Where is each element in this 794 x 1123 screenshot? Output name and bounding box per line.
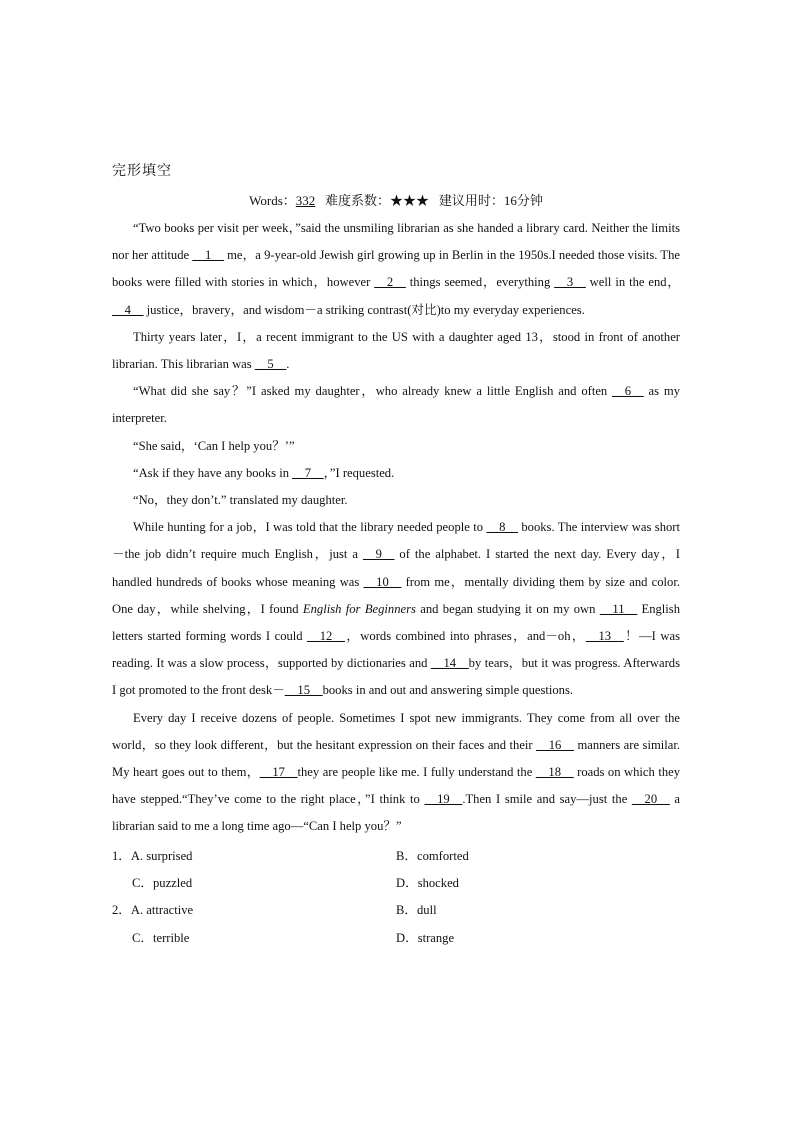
- passage-text: “What did she say？”I asked my daughter，who already knew a little English and often: [133, 384, 613, 399]
- option-left: C．puzzled: [132, 875, 193, 890]
- passage-text: they are people like me. I fully understand the: [297, 765, 536, 780]
- passage-paragraph: [112, 460, 680, 487]
- passage-paragraph: [112, 215, 680, 324]
- passage-text: and began studying it on my own: [415, 601, 600, 616]
- passage-text: a librarian said to me a long time ago—“Can I help you？”: [112, 792, 680, 834]
- passage-text: justice，bravery，and wisdom－a striking contrast(对比)to my everyday experiences.: [143, 302, 585, 317]
- answer-options: [112, 843, 680, 952]
- cloze-blank: __4__: [112, 302, 144, 317]
- words-label: Words：: [249, 193, 296, 208]
- passage-paragraph: [112, 514, 680, 704]
- difficulty-rating: 难度系数：★★★: [325, 193, 430, 208]
- passage-text: “Two books per visit per week，”said the unsmiling librarian as she handed a library card. Neither the limits nor her attitude: [112, 221, 680, 263]
- passage-text: ，”I requested.: [323, 465, 395, 480]
- option-row: [112, 897, 680, 924]
- passage-text: Thirty years later，I，a recent immigrant to the US with a daughter aged 13，stood in front of another librarian. This librarian was: [112, 329, 680, 372]
- passage-text: things seemed，everything: [405, 275, 555, 290]
- passage-text: English letters started forming words I could: [112, 601, 680, 644]
- passage-text: from me，mentally dividing them by size and color. One day，while shelving，I found: [112, 574, 680, 616]
- cloze-blank: __2__: [374, 275, 406, 290]
- cloze-blank: __9__: [362, 547, 395, 562]
- option-right: B．dull: [396, 903, 437, 918]
- option-left: C．terrible: [132, 930, 190, 945]
- option-row: [112, 925, 680, 952]
- option-row: [112, 870, 680, 897]
- option-right: D．shocked: [396, 875, 459, 890]
- passage-text: me，a 9-year-old Jewish girl growing up in Berlin in the 1950s.I needed those visits. The books were filled with stories in which，however: [112, 248, 680, 290]
- cloze-blank: __3__: [554, 275, 586, 290]
- cloze-blank: __1__: [192, 248, 224, 263]
- option-right: D．strange: [396, 930, 455, 945]
- passage-text: well in the end，: [585, 275, 680, 290]
- passage-text: Every day I receive dozens of people. Sometimes I spot new immigrants. They come from all over the world，so they look different，but the hesitant expression on their faces and their: [112, 710, 680, 752]
- passage-paragraph: [112, 433, 680, 460]
- cloze-blank: __15__: [284, 683, 323, 698]
- book-title: English for Beginners: [302, 601, 416, 616]
- cloze-blank: __19__: [424, 792, 463, 807]
- article-meta: [112, 190, 680, 209]
- passage-text: ，words combined into phrases，and－oh，: [344, 629, 586, 644]
- passage-text: roads on which they have stepped.“They’ve come to the right place，”I think to: [112, 765, 681, 807]
- cloze-blank: __17__: [259, 765, 298, 780]
- section-title: 完形填空: [112, 164, 172, 179]
- passage-paragraph: [112, 378, 680, 432]
- word-count: 332: [295, 193, 316, 208]
- passage-text: ！—I was reading. It was a slow process，supported by dictionaries and: [112, 629, 680, 671]
- cloze-document: [112, 160, 680, 952]
- option-right: B．comforted: [396, 848, 469, 863]
- cloze-blank: __10__: [363, 574, 402, 589]
- cloze-blank: __20__: [631, 792, 670, 807]
- passage-text: of the alphabet. I started the next day. Every day，I handled hundreds of books whose meaning was: [112, 547, 680, 589]
- cloze-blank: __13__: [585, 629, 624, 644]
- option-row: [112, 843, 680, 870]
- passage-text: by tears，but it was progress. Afterwards I got promoted to the front desk－: [112, 656, 680, 698]
- passage-text: .Then I smile and say—just the: [462, 792, 632, 807]
- cloze-blank: __16__: [536, 737, 574, 752]
- passage-paragraph: [112, 487, 680, 514]
- cloze-blank: __18__: [535, 765, 574, 780]
- passage-text: .: [286, 357, 290, 372]
- cloze-blank: __6__: [612, 384, 644, 399]
- cloze-blank: __8__: [486, 520, 518, 535]
- option-left: 2．A. attractive: [112, 903, 194, 918]
- passage-text: books in and out and answering simple questions.: [322, 683, 574, 698]
- suggested-time: 建议用时：16分钟: [438, 193, 543, 208]
- passage-text: books. The interview was short－the job didn’t require much English，just a: [112, 520, 680, 562]
- passage-paragraph: [112, 324, 680, 378]
- passage-text: “She said，‘Can I help you？’”: [133, 438, 295, 453]
- cloze-blank: __7__: [292, 465, 324, 480]
- passage-text: as my interpreter.: [112, 384, 680, 426]
- passage-text: “Ask if they have any books in: [133, 465, 293, 480]
- passage-text: While hunting for a job，I was told that the library needed people to: [133, 520, 487, 535]
- passage-paragraph: [112, 705, 680, 841]
- passage: [112, 215, 680, 841]
- cloze-blank: __11__: [599, 601, 638, 616]
- cloze-blank: __5__: [254, 357, 287, 372]
- passage-text: manners are similar. My heart goes out to them，: [112, 737, 680, 780]
- cloze-blank: __14__: [430, 656, 469, 671]
- option-left: 1．A. surprised: [112, 848, 193, 863]
- cloze-blank: __12__: [307, 629, 345, 644]
- passage-text: “No，they don’t.” translated my daughter.: [133, 493, 348, 508]
